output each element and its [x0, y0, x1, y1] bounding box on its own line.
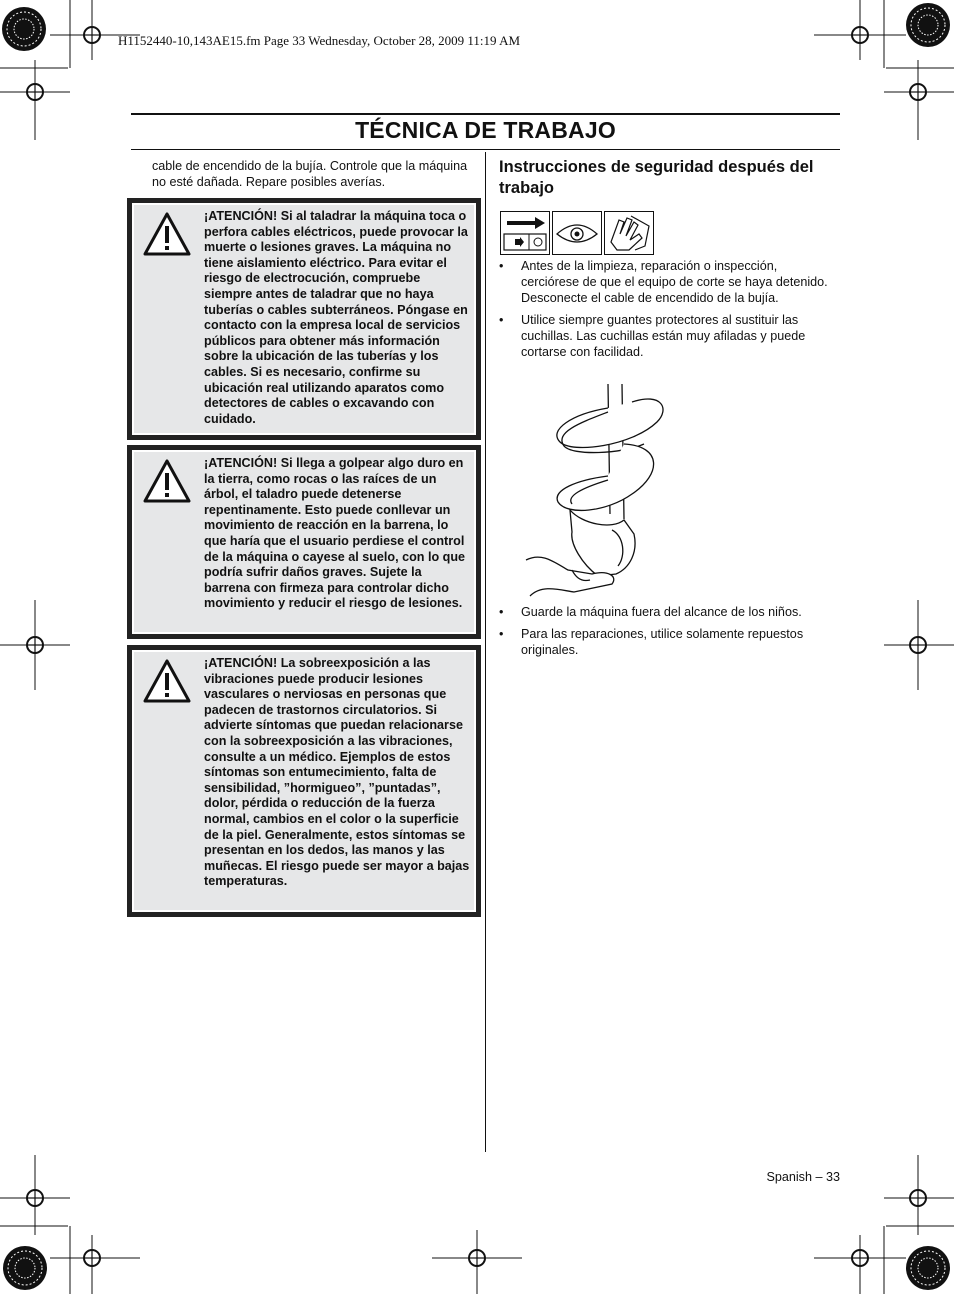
- warning-triangle-icon: [142, 658, 192, 704]
- column-divider: [485, 152, 486, 1152]
- warning-triangle-icon: [142, 458, 192, 504]
- list-item: • Para las reparaciones, utilice solamente repuestos originales.: [499, 626, 834, 658]
- page-title: TÉCNICA DE TRABAJO: [355, 117, 616, 143]
- title-top-rule: [131, 113, 840, 115]
- storage-bullet-list: [499, 604, 834, 664]
- warning-text: ¡ATENCIÓN! Si llega a golpear algo duro en la tierra, como rocas o las raíces de un árbol, el taladro puede detenerse repentinamente. Esto puede conllevar un movimiento de reacción en la barrena, lo que haría que el usuario perdiese el control de la máquina o cayese al suelo, con lo que podría sufrir daños graves. Sujete la barrena con firmeza para controlar dicho movimiento y reducir el riesgo de lesiones.: [204, 456, 466, 611]
- list-item: • Utilice siempre guantes protectores al sustituir las cuchillas. Las cuchillas están muy afiladas y puede cortarse con facilidad.: [499, 312, 834, 360]
- safety-bullet-list: [499, 258, 834, 366]
- section-title: Instrucciones de seguridad después del trabajo: [499, 158, 814, 197]
- protective-gloves-icon: [604, 211, 654, 255]
- warning-box: [128, 646, 480, 916]
- warning-box: [128, 199, 480, 439]
- warning-text: ¡ATENCIÓN! La sobreexposición a las vibraciones puede producir lesiones vasculares o nerviosas en personas que padecen de trastornos circulatorios. Si advierte síntomas que puedan relacionarse con la sobreexposición a las vibraciones, consulte a un médico. Ejemplos de estos síntomas son entumecimiento, falta de sensibilidad, ”hormigueo”, ”puntadas”, dolor, pérdida o reducción de la fuerza normal, cambios en el color o la superficie de la piel. Generalmente, estos síntomas se presentan en los dedos, las manos y las muñecas. El riesgo puede ser mayor a bajas temperaturas.: [204, 656, 470, 889]
- stop-engine-icon: [500, 211, 550, 255]
- list-item: • Antes de la limpieza, reparación o inspección, cerciórese de que el equipo de corte se haya detenido. Desconecte el cable de encendido de la bujía.: [499, 258, 834, 306]
- warning-triangle-icon: [142, 211, 192, 257]
- warning-box: [128, 446, 480, 638]
- intro-paragraph: cable de encendido de la bujía. Controle que la máquina no esté dañada. Repare posibles averías.: [152, 159, 468, 189]
- print-header-meta: H1152440-10,143AE15.fm Page 33 Wednesday, October 28, 2009 11:19 AM: [118, 33, 521, 48]
- page-footer: Spanish – 33: [766, 1170, 840, 1184]
- auger-blade-with-gloved-hand-illustration: [512, 384, 672, 600]
- warning-text: ¡ATENCIÓN! Si al taladrar la máquina toca o perfora cables eléctricos, puede provocar la muerte o lesiones graves. La máquina no tiene aislamiento eléctrico. Para evitar el riesgo de electrocución, compruebe siempre antes de taladrar que no haya tuberías o cables subterráneos. Póngase en contacto con la empresa local de servicios públicos para obtener más información sobre la ubicación de las tuberías y los cables. Si es necesario, confirme su ubicación real utilizando aparatos como detectores de cables o excavando con cuidado.: [204, 209, 468, 426]
- eye-protection-icon: [552, 211, 602, 255]
- list-item: • Guarde la máquina fuera del alcance de los niños.: [499, 604, 834, 620]
- title-bottom-rule: [131, 149, 840, 150]
